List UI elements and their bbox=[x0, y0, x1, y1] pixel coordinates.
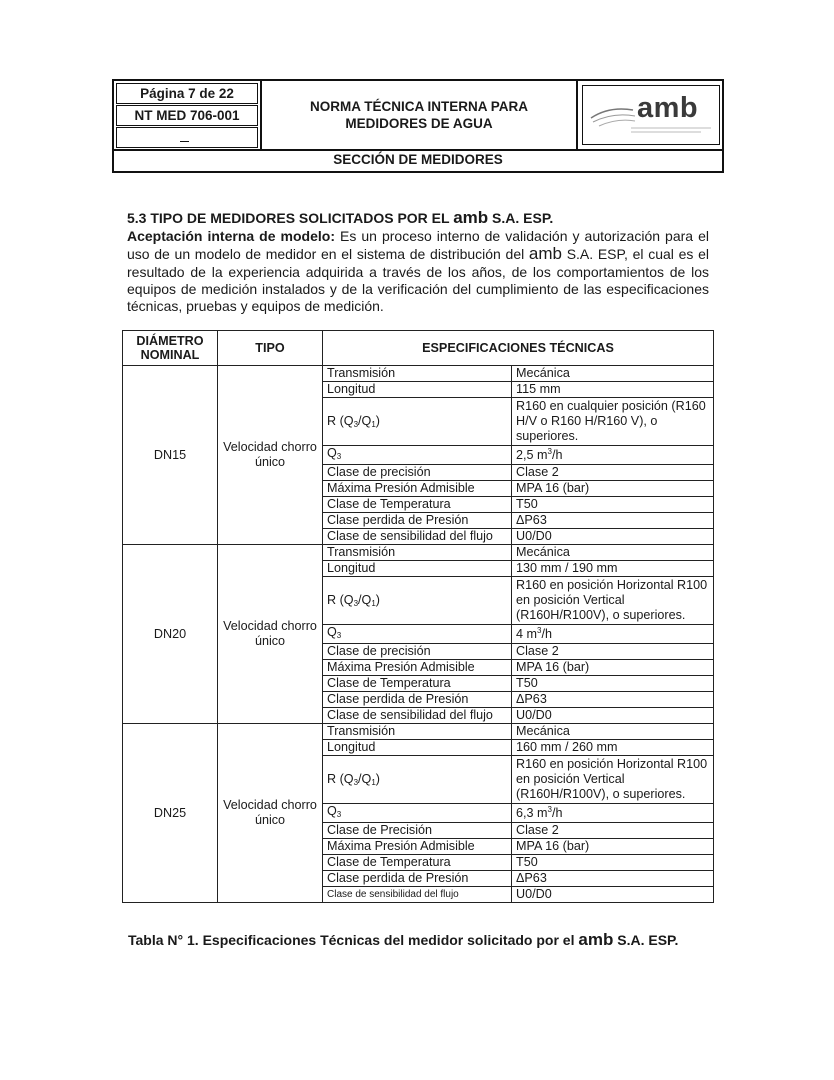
cell-spec-name: Transmisión bbox=[323, 545, 512, 561]
paragraph-brand: amb bbox=[528, 244, 562, 264]
logo-frame bbox=[582, 85, 720, 145]
cell-spec-name: Clase de Temperatura bbox=[323, 855, 512, 871]
document-title bbox=[262, 81, 576, 149]
cell-spec-value: 4 $m^3/h$ bbox=[512, 625, 714, 644]
cell-spec-name: Clase de precisión bbox=[323, 644, 512, 660]
header-diametro: DIÁMETRO NOMINAL bbox=[123, 331, 218, 366]
cell-spec-value: T50 bbox=[512, 676, 714, 692]
cell-spec-value: Mecánica bbox=[512, 366, 714, 382]
header-top-row bbox=[114, 81, 722, 151]
page-number: Página 7 de 22 bbox=[116, 83, 258, 104]
caption-suffix: S.A. ESP. bbox=[613, 932, 679, 948]
cell-spec-value: 160 mm / 260 mm bbox=[512, 740, 714, 756]
heading-prefix: 5.3 TIPO DE MEDIDORES SOLICITADOS POR EL bbox=[127, 210, 454, 226]
table-row bbox=[123, 724, 714, 740]
caption-prefix: Tabla N° 1. Especificaciones Técnicas del medidor solicitado por el bbox=[128, 932, 579, 948]
paragraph-lead: Aceptación interna de modelo: bbox=[127, 228, 335, 244]
cell-spec-name: Clase de precisión bbox=[323, 465, 512, 481]
header-left-block bbox=[114, 81, 262, 149]
cell-spec-name: Clase de Temperatura bbox=[323, 497, 512, 513]
header-especificaciones: ESPECIFICACIONES TÉCNICAS bbox=[323, 331, 714, 366]
cell-spec-value: 6,3 $m^3/h$ bbox=[512, 804, 714, 823]
cell-spec-value: 2,5 $m^3/h$ bbox=[512, 446, 714, 465]
title-line-2: MEDIDORES DE AGUA bbox=[345, 116, 493, 131]
cell-spec-value: R160 en posición Horizontal R100 en posición Vertical (R160H/R100V), o superiores. bbox=[512, 577, 714, 625]
cell-tipo: Velocidad chorro único bbox=[218, 724, 323, 903]
title-line-1: NORMA TÉCNICA INTERNA PARA bbox=[310, 99, 528, 114]
heading-brand: amb bbox=[453, 208, 489, 227]
paragraph-text-1: Es un proceso interno de validación y autorización para el uso de un modelo de medidor en el sistema de distribución del bbox=[127, 228, 709, 263]
cell-spec-name: Longitud bbox=[323, 740, 512, 756]
cell-spec-name: Longitud bbox=[323, 561, 512, 577]
cell-spec-value: R160 en posición Horizontal R100 en posición Vertical (R160H/R100V), o superiores. bbox=[512, 756, 714, 804]
intro-paragraph bbox=[127, 228, 709, 315]
logo-block bbox=[576, 81, 724, 149]
caption-brand: amb bbox=[578, 930, 614, 949]
cell-spec-value: T50 bbox=[512, 855, 714, 871]
section-heading bbox=[127, 208, 553, 228]
logo-tagline bbox=[631, 126, 717, 135]
cell-spec-name: Clase perdida de Presión bbox=[323, 692, 512, 708]
cell-spec-name: Clase de sensibilidad del flujo bbox=[323, 708, 512, 724]
header-empty-cell bbox=[116, 127, 258, 148]
cell-spec-value: MPA 16 (bar) bbox=[512, 481, 714, 497]
cell-spec-name: Máxima Presión Admisible bbox=[323, 839, 512, 855]
header-tipo: TIPO bbox=[218, 331, 323, 366]
paragraph-text-2: S.A. ESP, el cual es el resultado de la experiencia adquirida a través de los años, de los comportamientos de los equipos de medición instalados y de la verificación del cumplimiento de las especificaciones técnicas, pruebas y equipos de medición. bbox=[127, 246, 709, 315]
cell-spec-name: Clase de Precisión bbox=[323, 823, 512, 839]
cell-diametro: DN20 bbox=[123, 545, 218, 724]
cell-spec-name: $Q_3$ bbox=[323, 804, 512, 823]
cell-spec-name: $Q_3$ bbox=[323, 446, 512, 465]
cell-spec-value: T50 bbox=[512, 497, 714, 513]
cell-spec-value: 130 mm / 190 mm bbox=[512, 561, 714, 577]
cell-spec-name: Clase de sensibilidad del flujo bbox=[323, 529, 512, 545]
document-header bbox=[112, 79, 724, 173]
cell-spec-value: Mecánica bbox=[512, 545, 714, 561]
logo-text: amb bbox=[637, 92, 699, 124]
section-title: SECCIÓN DE MEDIDORES bbox=[333, 152, 503, 167]
cell-spec-value: Clase 2 bbox=[512, 823, 714, 839]
cell-spec-name: Máxima Presión Admisible bbox=[323, 481, 512, 497]
table-row bbox=[123, 366, 714, 382]
cell-spec-value: MPA 16 (bar) bbox=[512, 839, 714, 855]
cell-spec-value: ΔP63 bbox=[512, 692, 714, 708]
cell-spec-name: Transmisión bbox=[323, 366, 512, 382]
cell-spec-value: Mecánica bbox=[512, 724, 714, 740]
cell-spec-name: Longitud bbox=[323, 382, 512, 398]
cell-spec-value: Clase 2 bbox=[512, 465, 714, 481]
cell-spec-name: $Q_3$ bbox=[323, 625, 512, 644]
cell-spec-value: U0/D0 bbox=[512, 887, 714, 903]
cell-spec-name: Clase perdida de Presión bbox=[323, 871, 512, 887]
cell-spec-value: ΔP63 bbox=[512, 513, 714, 529]
table-header-row bbox=[123, 331, 714, 366]
cell-spec-name: R $(Q_3/Q_1)$ bbox=[323, 577, 512, 625]
cell-spec-value: R160 en cualquier posición (R160 H/V o R160 H/R160 V), o superiores. bbox=[512, 398, 714, 446]
cell-spec-value: ΔP63 bbox=[512, 871, 714, 887]
mark-dash bbox=[180, 141, 189, 142]
heading-suffix: S.A. ESP. bbox=[488, 210, 554, 226]
cell-spec-name: Clase de sensibilidad del flujo bbox=[323, 887, 512, 903]
document-code: NT MED 706-001 bbox=[116, 105, 258, 126]
table-caption bbox=[128, 930, 678, 950]
cell-spec-value: 115 mm bbox=[512, 382, 714, 398]
cell-spec-name: Máxima Presión Admisible bbox=[323, 660, 512, 676]
cell-diametro: DN25 bbox=[123, 724, 218, 903]
cell-diametro: DN15 bbox=[123, 366, 218, 545]
table-row bbox=[123, 545, 714, 561]
cell-spec-name: Clase perdida de Presión bbox=[323, 513, 512, 529]
spec-table bbox=[122, 330, 714, 903]
table-body bbox=[123, 366, 714, 903]
cell-spec-name: R $(Q_3/Q_1)$ bbox=[323, 756, 512, 804]
cell-spec-value: U0/D0 bbox=[512, 708, 714, 724]
cell-tipo: Velocidad chorro único bbox=[218, 366, 323, 545]
cell-spec-value: Clase 2 bbox=[512, 644, 714, 660]
cell-tipo: Velocidad chorro único bbox=[218, 545, 323, 724]
cell-spec-name: Transmisión bbox=[323, 724, 512, 740]
cell-spec-value: MPA 16 (bar) bbox=[512, 660, 714, 676]
cell-spec-name: Clase de Temperatura bbox=[323, 676, 512, 692]
cell-spec-name: R $(Q_3/Q_1)$ bbox=[323, 398, 512, 446]
cell-spec-value: U0/D0 bbox=[512, 529, 714, 545]
